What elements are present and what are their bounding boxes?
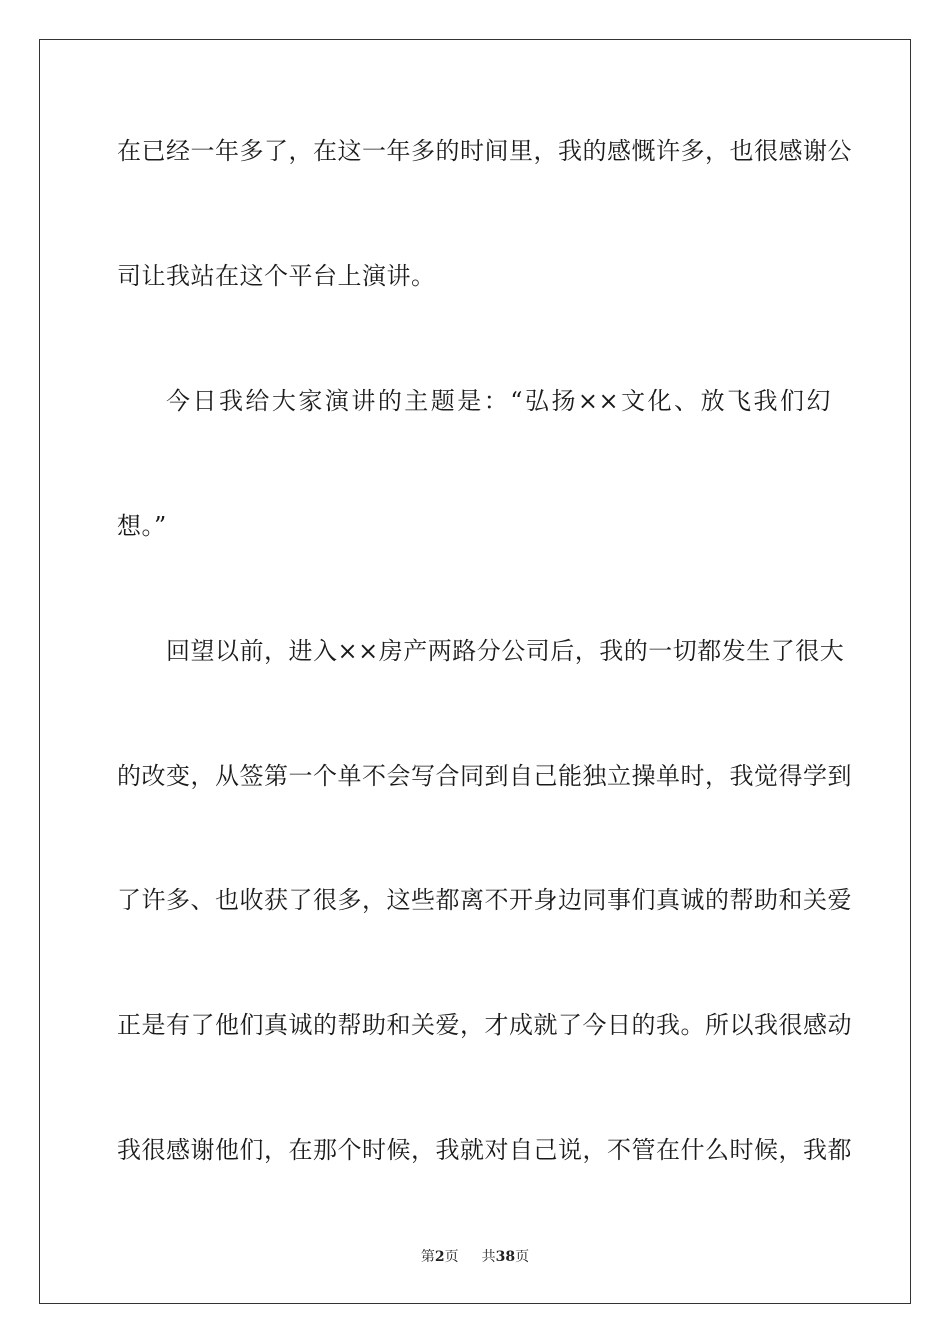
page-number-label: [421, 1248, 459, 1266]
text-line: 今日我给大家演讲的主题是：“弘扬××文化、放飞我们幻: [166, 387, 831, 415]
page-number: 2: [434, 1249, 445, 1265]
text-line: 的改变，从签第一个单不会写合同到自己能独立操单时，我觉得学到: [117, 762, 852, 790]
total-prefix: 共: [481, 1249, 496, 1265]
text-line: 正是有了他们真诚的帮助和关爱，才成就了今日的我。所以我很感动: [117, 1011, 852, 1039]
text-line: 回望以前，进入××房产两路分公司后，我的一切都发生了很大: [166, 637, 845, 665]
text-line: 了许多、也收获了很多，这些都离不开身边同事们真诚的帮助和关爱: [117, 886, 852, 914]
total-pages: 38: [495, 1249, 516, 1265]
total-pages-label: [482, 1248, 529, 1266]
page-prefix: 第: [420, 1249, 435, 1265]
page-suffix: 页: [444, 1249, 459, 1265]
page-footer: [0, 1248, 950, 1266]
text-line: 司让我站在这个平台上演讲。: [117, 262, 436, 290]
text-line: 想。”: [117, 512, 167, 540]
total-suffix: 页: [515, 1249, 530, 1265]
text-line: 我很感谢他们，在那个时候，我就对自己说，不管在什么时候，我都: [117, 1136, 852, 1164]
text-line: 在已经一年多了，在这一年多的时间里，我的感慨许多，也很感谢公: [117, 137, 852, 165]
page-border: [39, 39, 911, 1304]
